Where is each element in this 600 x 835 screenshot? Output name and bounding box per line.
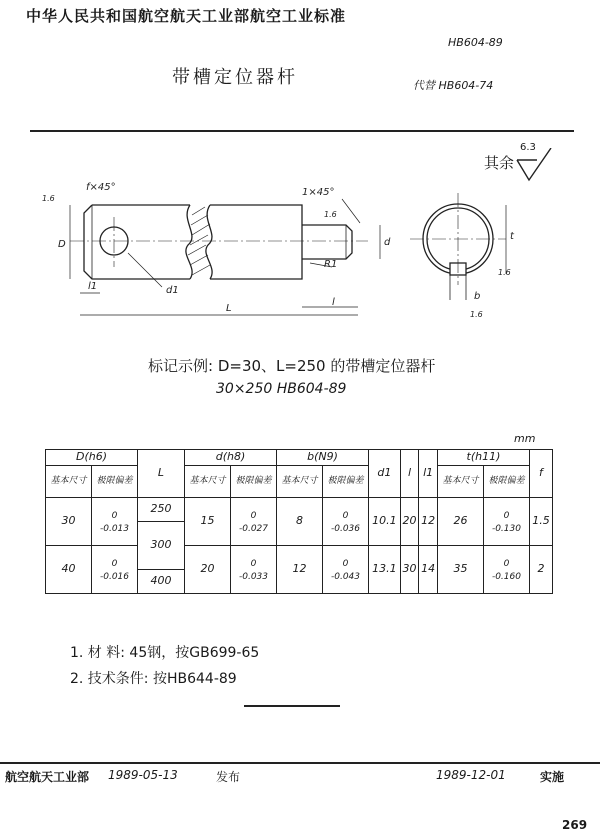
- cell-D-lower: -0.013: [99, 523, 129, 534]
- cell-D: 30: [46, 498, 92, 546]
- radius-label: R1: [324, 259, 338, 270]
- notes-end-rule: [244, 705, 340, 707]
- header-d: d(h8): [185, 450, 277, 466]
- roughness-slot-label: 1.6: [470, 310, 483, 319]
- dim-d-label: d: [384, 237, 391, 248]
- page-number: 269: [562, 818, 588, 832]
- effective-date: 1989-12-01: [436, 768, 506, 782]
- spec-table: [45, 449, 553, 594]
- header-t: t(h11): [437, 450, 529, 466]
- sub-deviation: 极限偏差: [231, 466, 277, 498]
- cell-b: 12: [277, 546, 323, 594]
- document-title: 带槽定位器杆: [172, 67, 298, 88]
- table-row: [46, 498, 553, 522]
- cell-f: 2: [529, 546, 552, 594]
- cell-d-upper: 0: [250, 558, 257, 569]
- sub-basic: 基本尺寸: [437, 466, 483, 498]
- cell-b-lower: -0.036: [330, 523, 360, 534]
- issue-label: 发布: [216, 770, 241, 784]
- sub-basic: 基本尺寸: [277, 466, 323, 498]
- cell-t: 26: [437, 498, 483, 546]
- dim-l1-label: l1: [88, 281, 98, 292]
- header-d1: d1: [369, 450, 401, 498]
- cell-b-lower: -0.043: [330, 571, 360, 582]
- cell-D-upper: 0: [111, 558, 118, 569]
- sub-deviation: 极限偏差: [483, 466, 529, 498]
- replaces-note: 代替 HB604-74: [413, 79, 494, 92]
- roughness-right-label: 1.6: [324, 210, 337, 219]
- cell-t: 35: [437, 546, 483, 594]
- cell-d: 15: [185, 498, 231, 546]
- note-material: 1. 材 料: 45钢，按GB699-65: [70, 645, 260, 661]
- technical-drawing: [40, 175, 560, 325]
- cell-L: 250: [138, 498, 185, 522]
- sub-basic: 基本尺寸: [46, 466, 92, 498]
- dim-l-label: l: [332, 297, 335, 308]
- cell-d1: 13.1: [369, 546, 401, 594]
- sub-deviation: 极限偏差: [323, 466, 369, 498]
- header-b: b(N9): [277, 450, 369, 466]
- dim-d1-label: d1: [166, 285, 179, 296]
- org-title: 中华人民共和国航空航天工业部航空工业标准: [26, 7, 347, 25]
- cell-d-lower: -0.033: [238, 571, 268, 582]
- dim-L-label: L: [226, 303, 232, 314]
- cell-d: 20: [185, 546, 231, 594]
- cell-d1: 10.1: [369, 498, 401, 546]
- sub-deviation: 极限偏差: [92, 466, 138, 498]
- roughness-label: 其余: [484, 154, 515, 172]
- cell-b-upper: 0: [342, 558, 349, 569]
- issuer: 航空航天工业部: [5, 770, 90, 784]
- effective-label: 实施: [540, 770, 565, 784]
- cell-d-upper: 0: [250, 510, 257, 521]
- cell-D-lower: -0.016: [99, 571, 129, 582]
- cell-t-lower: -0.160: [491, 571, 521, 582]
- example-line-2: 30×250 HB604-89: [216, 381, 347, 397]
- header-f: f: [529, 450, 552, 498]
- footer-rule: [0, 762, 600, 764]
- cell-b: 8: [277, 498, 323, 546]
- header-l: l: [400, 450, 419, 498]
- table-row: [46, 546, 553, 570]
- cell-t-lower: -0.130: [491, 523, 521, 534]
- header-L: L: [138, 450, 185, 498]
- roughness-left-label: 1.6: [42, 194, 55, 203]
- roughness-section-label: 1.6: [498, 268, 511, 277]
- header-D: D(h6): [46, 450, 138, 466]
- cell-t-upper: 0: [503, 558, 510, 569]
- roughness-value: 6.3: [520, 142, 536, 153]
- example-line-1: 标记示例: D=30、L=250 的带槽定位器杆: [148, 357, 436, 375]
- header-rule: [30, 130, 574, 132]
- dim-t-label: t: [510, 231, 514, 242]
- cell-L: 400: [138, 570, 185, 594]
- cell-l: 20: [400, 498, 419, 546]
- cell-b-upper: 0: [342, 510, 349, 521]
- cell-D-upper: 0: [111, 510, 118, 521]
- header-l1: l1: [419, 450, 438, 498]
- chamfer-right-label: 1×45°: [302, 187, 335, 198]
- standard-number: HB604-89: [448, 36, 503, 49]
- unit-label: mm: [514, 432, 536, 445]
- cell-d-lower: -0.027: [238, 523, 268, 534]
- chamfer-left-label: f×45°: [86, 182, 116, 193]
- cell-D: 40: [46, 546, 92, 594]
- dim-D-label: D: [58, 239, 66, 250]
- cell-t-upper: 0: [503, 510, 510, 521]
- cell-L: 300: [138, 522, 185, 570]
- cell-l1: 14: [419, 546, 438, 594]
- note-technical: 2. 技术条件: 按HB644-89: [70, 671, 237, 687]
- cell-l1: 12: [419, 498, 438, 546]
- cell-f: 1.5: [529, 498, 552, 546]
- dim-b-label: b: [474, 291, 481, 302]
- issue-date: 1989-05-13: [108, 768, 178, 782]
- sub-basic: 基本尺寸: [185, 466, 231, 498]
- cell-l: 30: [400, 546, 419, 594]
